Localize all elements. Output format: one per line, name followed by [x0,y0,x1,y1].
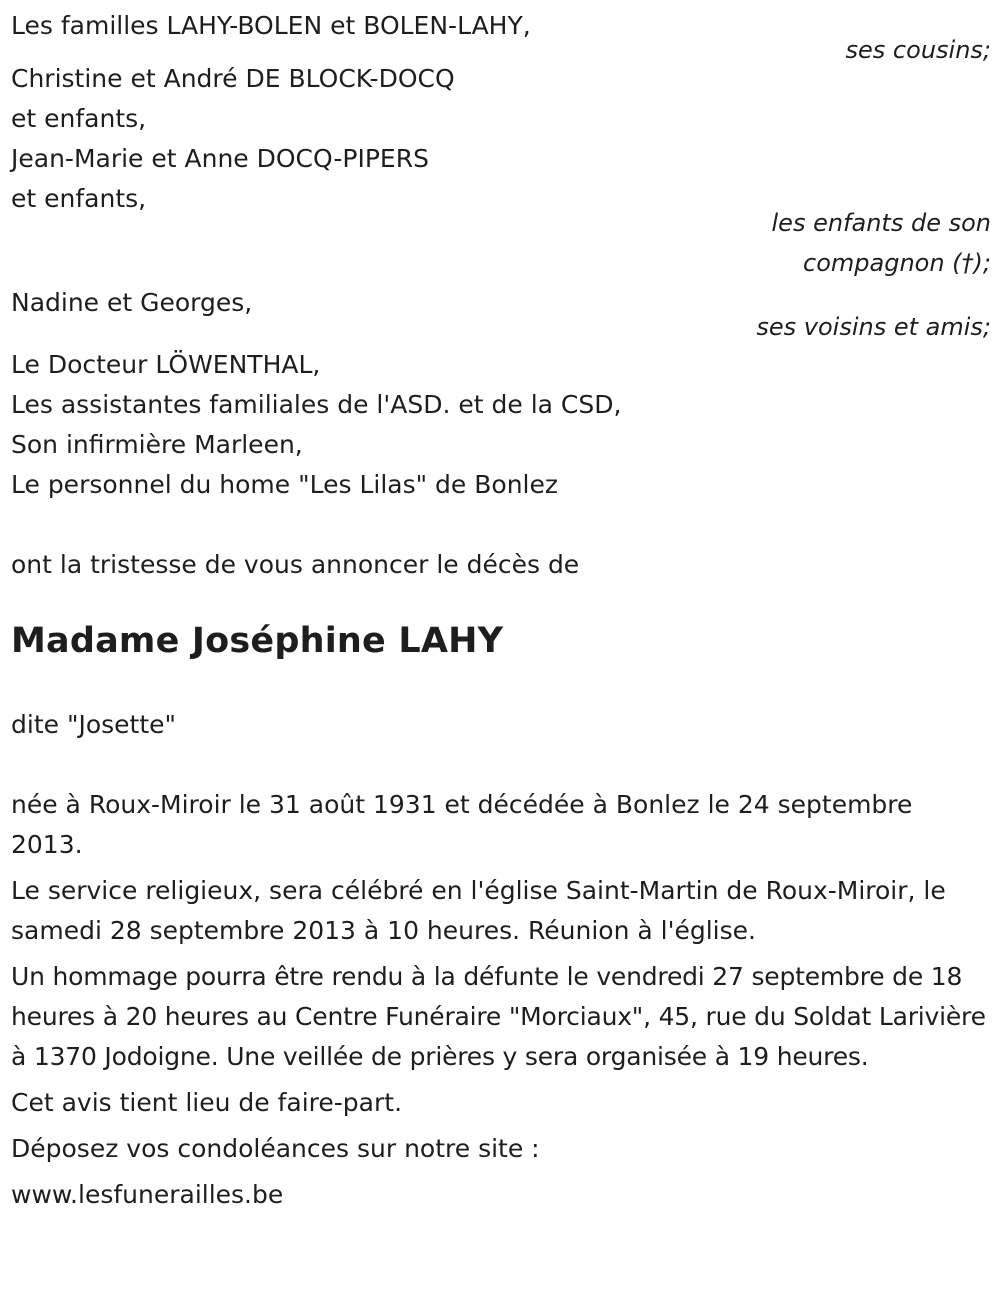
cousins-role: ses cousins; [845,36,991,64]
doctor-line: Le Docteur LÖWENTHAL, [11,350,321,379]
companion-children-role-1: les enfants de son [771,209,991,237]
christine-children-line: et enfants, [11,104,147,133]
neighbours-role: ses voisins et amis; [756,313,991,341]
nickname-line: dite "Josette" [11,710,177,739]
condolences-line: Déposez vos condoléances sur notre site : [11,1134,540,1163]
spacer [11,585,991,625]
nadine-line: Nadine et Georges, [11,288,253,317]
jean-marie-children-line: et enfants, [11,184,147,213]
notice-line: Cet avis tient lieu de faire-part. [11,1088,403,1117]
spacer [11,661,991,701]
obituary-notice [11,0,991,1215]
announcement-line: ont la tristesse de vous annoncer le décès de [11,550,580,579]
companion-children-role-2: compagnon (†); [803,249,991,277]
assistants-line: Les assistantes familiales de l'ASD. et de la CSD, [11,390,622,419]
nurse-line: Son infirmière Marleen, [11,430,303,459]
tribute-paragraph: Un hommage pourra être rendu à la défunte le vendredi 27 septembre de 18 heures à 20 heures au Centre Funéraire "Morciaux", 45, rue du Soldat Larivière à 1370 Jodoigne. Une veillée de prières y sera organisée à 19 heures. [11,962,986,1071]
christine-line: Christine et André DE BLOCK-DOCQ [11,64,455,93]
spacer [11,505,991,545]
families-line: Les familles LAHY-BOLEN et BOLEN-LAHY, [11,11,531,40]
birth-death-paragraph: née à Roux-Miroir le 31 août 1931 et décédée à Bonlez le 24 septembre 2013. [11,790,913,859]
jean-marie-line: Jean-Marie et Anne DOCQ-PIPERS [11,144,429,173]
deceased-name: Madame Joséphine LAHY [11,621,504,661]
spacer [11,745,991,785]
service-paragraph: Le service religieux, sera célébré en l'église Saint-Martin de Roux-Miroir, le samedi 28 septembre 2013 à 10 heures. Réunion à l'église. [11,876,946,945]
home-staff-line: Le personnel du home "Les Lilas" de Bonlez [11,470,558,499]
website-link[interactable]: www.lesfunerailles.be [11,1180,284,1209]
